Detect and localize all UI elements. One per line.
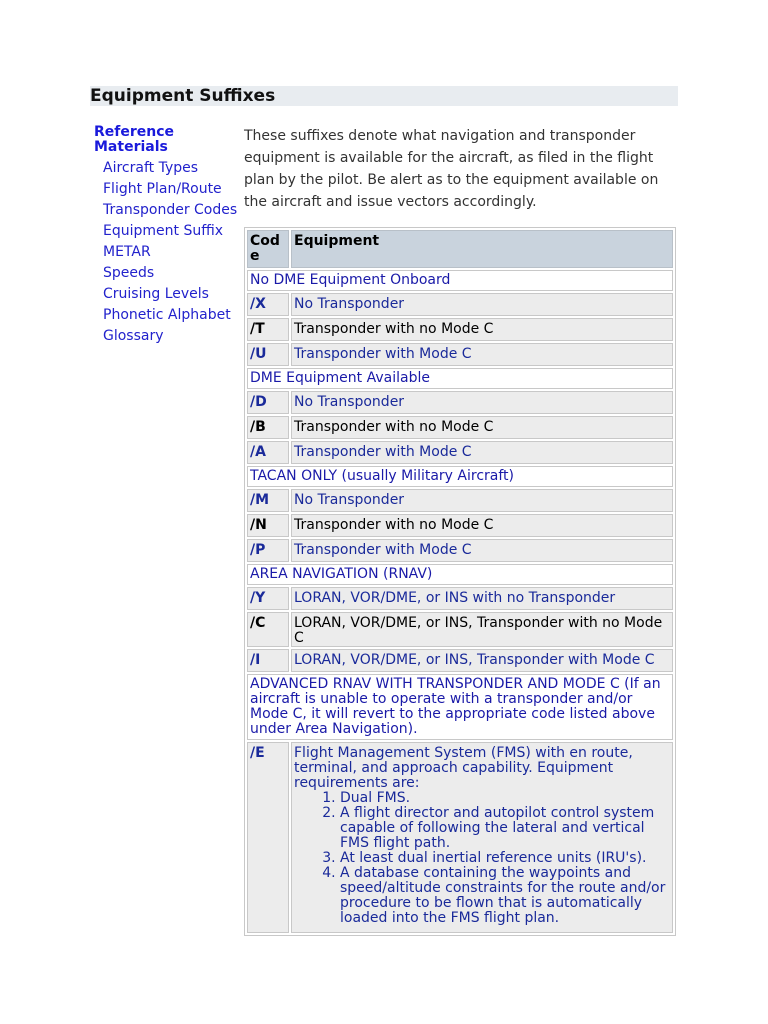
sidebar-item-flight-plan-route[interactable]: Flight Plan/Route bbox=[103, 181, 222, 197]
equipment-cell: Transponder with no Mode C bbox=[291, 318, 673, 341]
section-row bbox=[247, 466, 673, 487]
section-row bbox=[247, 674, 673, 740]
equipment-cell: LORAN, VOR/DME, or INS with no Transponder bbox=[291, 587, 673, 610]
equipment-cell: LORAN, VOR/DME, or INS, Transponder with Mode C bbox=[291, 649, 673, 672]
equipment-cell: Transponder with Mode C bbox=[291, 539, 673, 562]
table-row bbox=[247, 391, 673, 414]
code-cell: /A bbox=[247, 441, 289, 464]
requirements-list bbox=[294, 791, 670, 926]
equipment-table-wrap bbox=[244, 227, 676, 936]
table-row-fms bbox=[247, 742, 673, 933]
equipment-cell: No Transponder bbox=[291, 489, 673, 512]
sidebar-heading: Reference Materials bbox=[94, 124, 175, 155]
sidebar-item-phonetic-alphabet[interactable]: Phonetic Alphabet bbox=[103, 307, 231, 323]
section-title: TACAN ONLY (usually Military Aircraft) bbox=[247, 466, 673, 487]
table-row bbox=[247, 293, 673, 316]
section-title: ADVANCED RNAV WITH TRANSPONDER AND MODE C (If an aircraft is unable to operate with a transponder and/or Mode C, it will revert to the appropriate code listed above under Area Navigation). bbox=[247, 674, 673, 740]
table-row bbox=[247, 343, 673, 366]
intro-paragraph: These suffixes denote what navigation and transponder equipment is available for the aircraft, as filed in the flight plan by the pilot. Be alert as to the equipment available on the aircraft and issue vectors accordingly. bbox=[244, 128, 659, 210]
sidebar-item-glossary[interactable]: Glossary bbox=[103, 328, 164, 344]
code-cell: /U bbox=[247, 343, 289, 366]
list-item: 2. A flight director and autopilot control system capable of following the lateral and vertical FMS flight path. bbox=[340, 806, 670, 851]
page-title: Equipment Suffixes bbox=[90, 86, 276, 106]
table-row bbox=[247, 318, 673, 341]
section-title: DME Equipment Available bbox=[247, 368, 673, 389]
code-cell: /D bbox=[247, 391, 289, 414]
equipment-cell: Transponder with no Mode C bbox=[291, 514, 673, 537]
table-row bbox=[247, 539, 673, 562]
sidebar-item-equipment-suffix[interactable]: Equipment Suffix bbox=[103, 223, 224, 239]
list-item: 1. Dual FMS. bbox=[340, 791, 670, 806]
section-row bbox=[247, 270, 673, 291]
list-item: 3. At least dual inertial reference units (IRU's). bbox=[340, 851, 670, 866]
equipment-cell: Transponder with no Mode C bbox=[291, 416, 673, 439]
code-cell: /M bbox=[247, 489, 289, 512]
code-cell: /X bbox=[247, 293, 289, 316]
sidebar-item-aircraft-types[interactable]: Aircraft Types bbox=[103, 160, 199, 176]
section-row bbox=[247, 564, 673, 585]
sidebar bbox=[94, 125, 239, 350]
code-cell: /E bbox=[247, 742, 289, 933]
equipment-cell: No Transponder bbox=[291, 391, 673, 414]
equipment-cell bbox=[291, 742, 673, 933]
code-cell: /P bbox=[247, 539, 289, 562]
table-row bbox=[247, 587, 673, 610]
sidebar-item-cruising-levels[interactable]: Cruising Levels bbox=[103, 286, 209, 302]
table-row bbox=[247, 514, 673, 537]
header-equipment: Equipment bbox=[291, 230, 673, 268]
table-row bbox=[247, 649, 673, 672]
code-cell: /C bbox=[247, 612, 289, 647]
sidebar-item-metar[interactable]: METAR bbox=[103, 244, 151, 260]
section-title: No DME Equipment Onboard bbox=[247, 270, 673, 291]
code-cell: /I bbox=[247, 649, 289, 672]
header-code bbox=[247, 230, 289, 268]
section-title: AREA NAVIGATION (RNAV) bbox=[247, 564, 673, 585]
equipment-cell: No Transponder bbox=[291, 293, 673, 316]
fms-description: Flight Management System (FMS) with en route, terminal, and approach capability. Equipment requirements are: bbox=[294, 745, 633, 791]
table-row bbox=[247, 416, 673, 439]
sidebar-item-transponder-codes[interactable]: Transponder Codes bbox=[103, 202, 238, 218]
section-row bbox=[247, 368, 673, 389]
equipment-cell: LORAN, VOR/DME, or INS, Transponder with no Mode C bbox=[291, 612, 673, 647]
table-row bbox=[247, 612, 673, 647]
code-cell: /B bbox=[247, 416, 289, 439]
table-row bbox=[247, 489, 673, 512]
list-item: 4. A database containing the waypoints and speed/altitude constraints for the route and/or procedure to be flown that is automatically loaded into the FMS flight plan. bbox=[340, 866, 670, 926]
header-code-label: Code bbox=[250, 233, 280, 264]
sidebar-item-speeds[interactable]: Speeds bbox=[103, 265, 155, 281]
code-cell: /Y bbox=[247, 587, 289, 610]
equipment-cell: Transponder with Mode C bbox=[291, 441, 673, 464]
code-cell: /T bbox=[247, 318, 289, 341]
equipment-cell: Transponder with Mode C bbox=[291, 343, 673, 366]
equipment-table bbox=[244, 227, 676, 936]
table-row bbox=[247, 441, 673, 464]
code-cell: /N bbox=[247, 514, 289, 537]
page-title-bar bbox=[90, 86, 678, 106]
